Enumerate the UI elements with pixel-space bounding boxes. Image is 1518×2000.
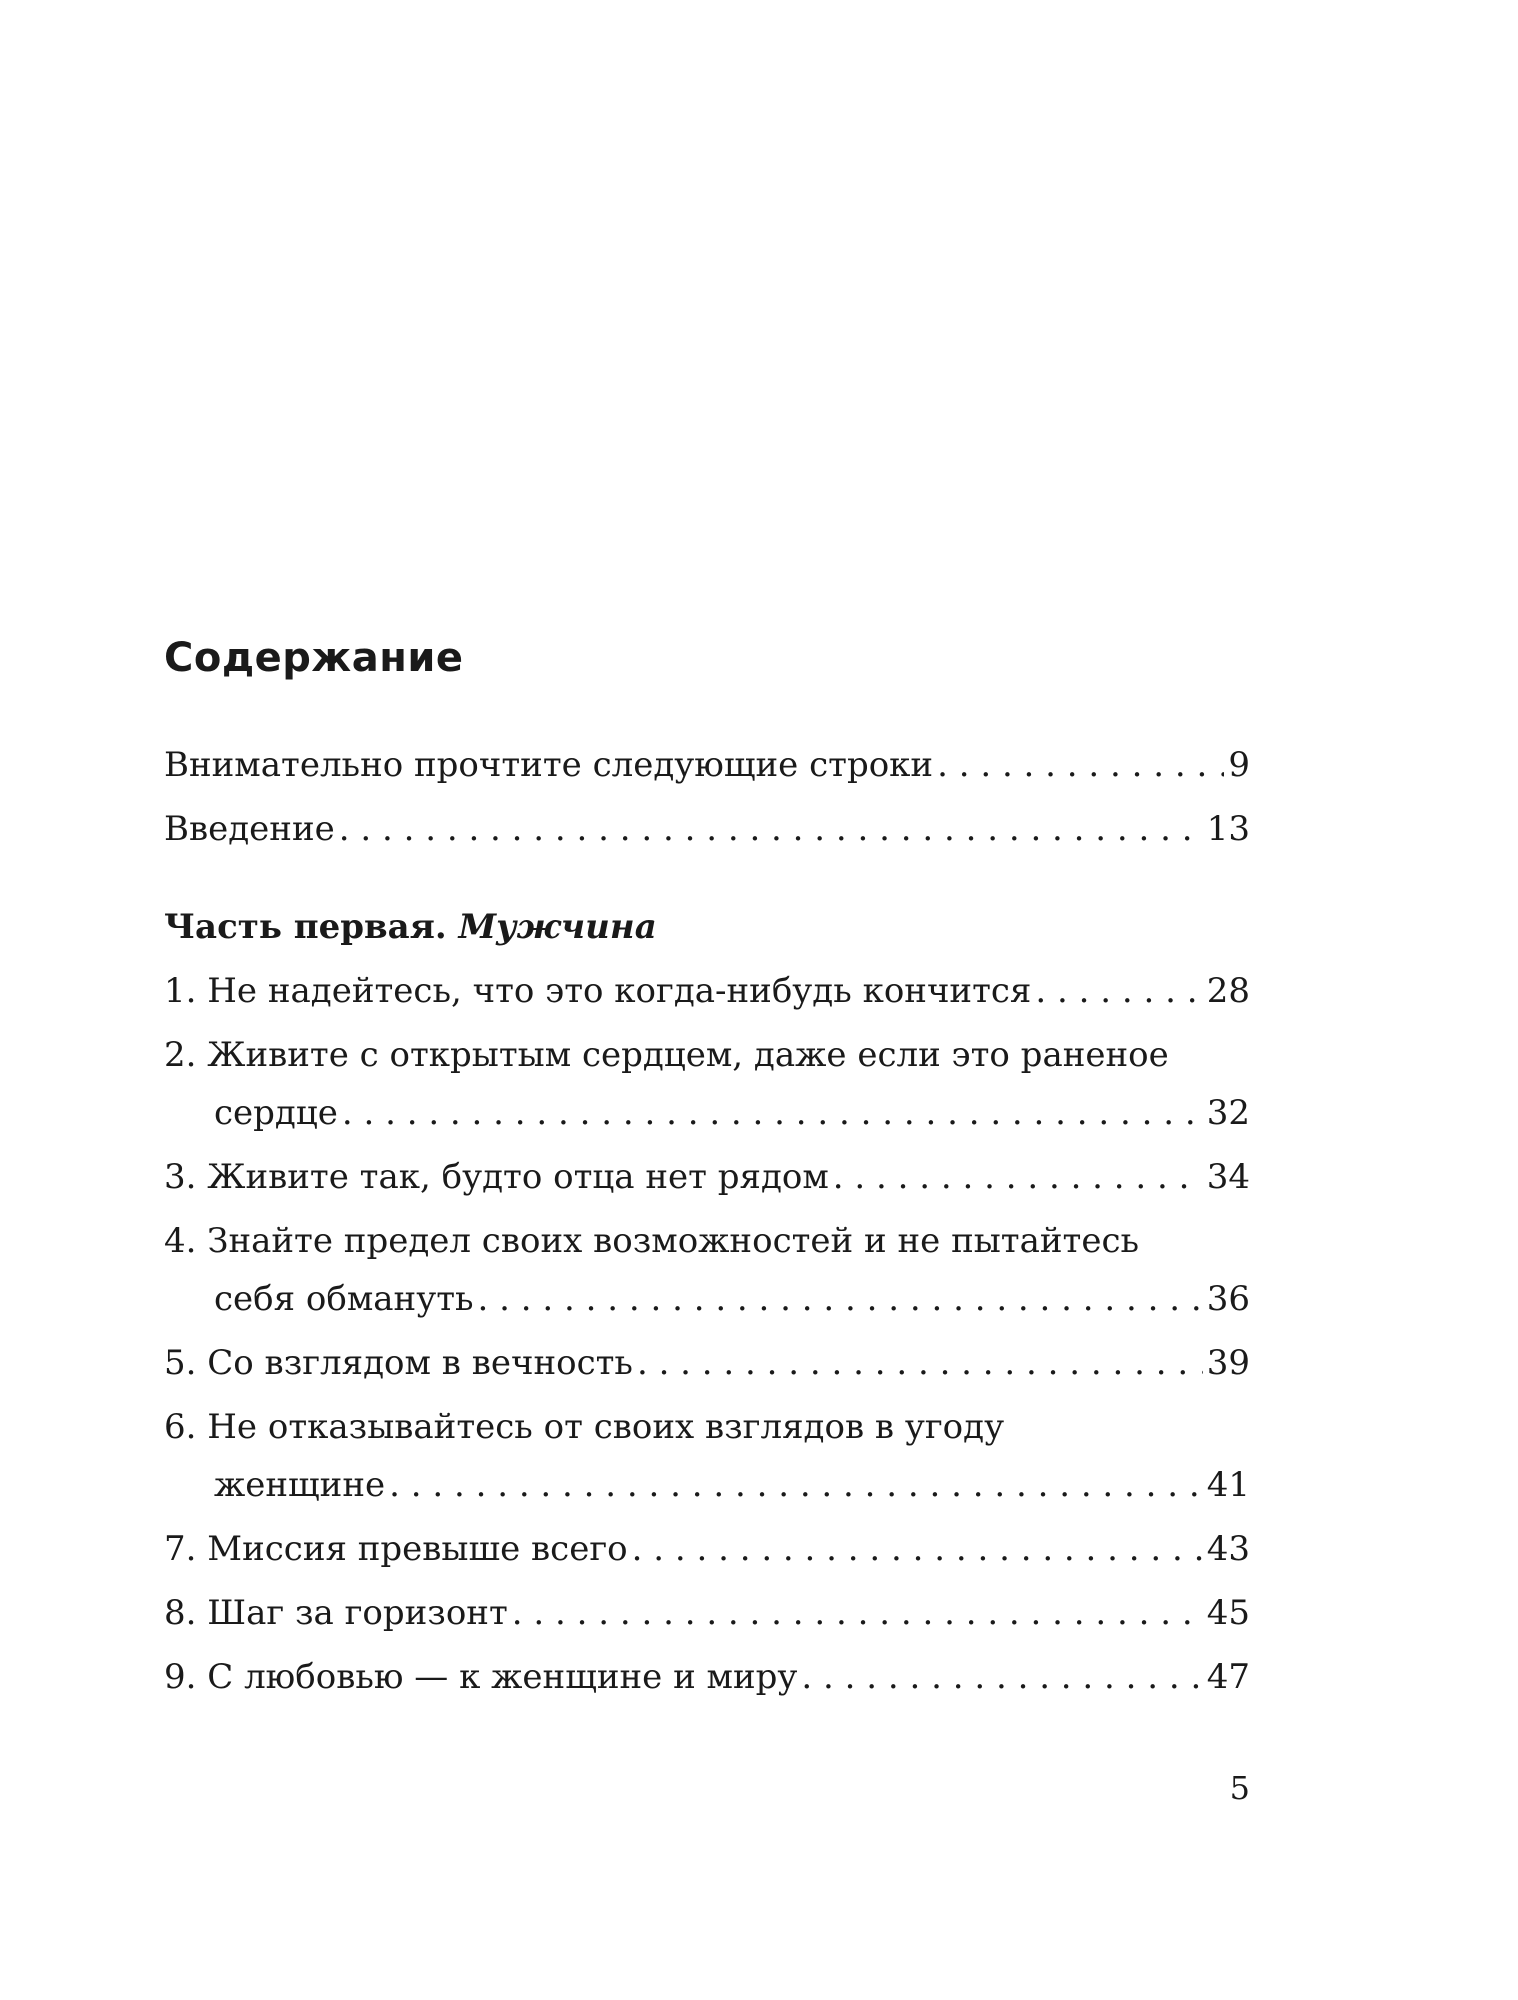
dot-leader — [1035, 962, 1202, 1020]
chapter-number: 2. — [164, 1035, 197, 1075]
toc-entry[interactable] — [164, 1148, 1250, 1212]
dot-leader — [937, 736, 1224, 794]
chapter-number: 4. — [164, 1221, 197, 1261]
page-number: 5 — [1229, 1769, 1250, 1807]
toc-entry-text-cont: себя обмануть — [214, 1279, 474, 1319]
toc-entry-text: Внимательно прочтите следующие строки — [164, 745, 934, 785]
toc-entry-text: Шаг за горизонт — [207, 1593, 508, 1633]
dot-leader — [512, 1584, 1203, 1642]
toc-entry-text: Миссия превыше всего — [207, 1529, 628, 1569]
toc-entry-page: 34 — [1206, 1157, 1250, 1197]
toc-entry[interactable] — [164, 1584, 1250, 1648]
toc-entry-text: Со взглядом в вечность — [207, 1343, 633, 1383]
toc-title: Содержание — [164, 635, 464, 681]
dot-leader — [833, 1148, 1203, 1206]
part-heading — [164, 898, 1250, 962]
toc-entry[interactable] — [164, 1212, 1250, 1334]
toc-part-list — [164, 898, 1250, 1712]
toc-entry-text-cont: сердце — [214, 1093, 338, 1133]
toc-entry[interactable] — [164, 1648, 1250, 1712]
dot-leader — [478, 1270, 1203, 1328]
chapter-number: 3. — [164, 1157, 197, 1197]
toc-entry[interactable] — [164, 1398, 1250, 1520]
toc-entry-page: 45 — [1206, 1593, 1250, 1633]
chapter-number: 9. — [164, 1657, 197, 1697]
dot-leader — [632, 1520, 1203, 1578]
toc-entry-text: Знайте предел своих возможностей и не пытайтесь — [207, 1221, 1140, 1261]
toc-entry-page: 41 — [1206, 1465, 1250, 1505]
toc-entry-page: 9 — [1228, 745, 1250, 785]
toc-entry-page: 32 — [1206, 1093, 1250, 1133]
toc-entry[interactable] — [164, 1026, 1250, 1148]
toc-entry[interactable] — [164, 1520, 1250, 1584]
dot-leader — [342, 1084, 1203, 1142]
toc-entry-text: Не отказывайтесь от своих взглядов в угоду — [207, 1407, 1005, 1447]
chapter-number: 7. — [164, 1529, 197, 1569]
chapter-number: 6. — [164, 1407, 197, 1447]
toc-entry-text: Живите с открытым сердцем, даже если это раненое — [207, 1035, 1169, 1075]
chapter-number: 5. — [164, 1343, 197, 1383]
toc-entry-text: Введение — [164, 809, 335, 849]
toc-entry[interactable] — [164, 962, 1250, 1026]
toc-entry-page: 36 — [1206, 1279, 1250, 1319]
part-name: Мужчина — [458, 907, 657, 947]
toc-entry[interactable] — [164, 736, 1250, 800]
chapter-number: 8. — [164, 1593, 197, 1633]
toc-entry[interactable] — [164, 1334, 1250, 1398]
toc-entry[interactable] — [164, 800, 1250, 864]
toc-entry-page: 39 — [1206, 1343, 1250, 1383]
dot-leader — [637, 1334, 1203, 1392]
dot-leader — [339, 800, 1203, 858]
chapter-number: 1. — [164, 971, 197, 1011]
toc-entry-page: 13 — [1206, 809, 1250, 849]
toc-entry-page: 47 — [1206, 1657, 1250, 1697]
toc-intro-list — [164, 736, 1250, 864]
toc-entry-page: 43 — [1206, 1529, 1250, 1569]
dot-leader — [801, 1648, 1202, 1706]
part-label: Часть первая. — [164, 907, 447, 947]
toc-entry-text: С любовью — к женщине и миру — [207, 1657, 798, 1697]
toc-entry-text: Не надейтесь, что это когда-нибудь кончится — [207, 971, 1032, 1011]
toc-entry-text-cont: женщине — [214, 1465, 386, 1505]
toc-entry-page: 28 — [1206, 971, 1250, 1011]
dot-leader — [389, 1456, 1203, 1514]
toc-entry-text: Живите так, будто отца нет рядом — [207, 1157, 829, 1197]
